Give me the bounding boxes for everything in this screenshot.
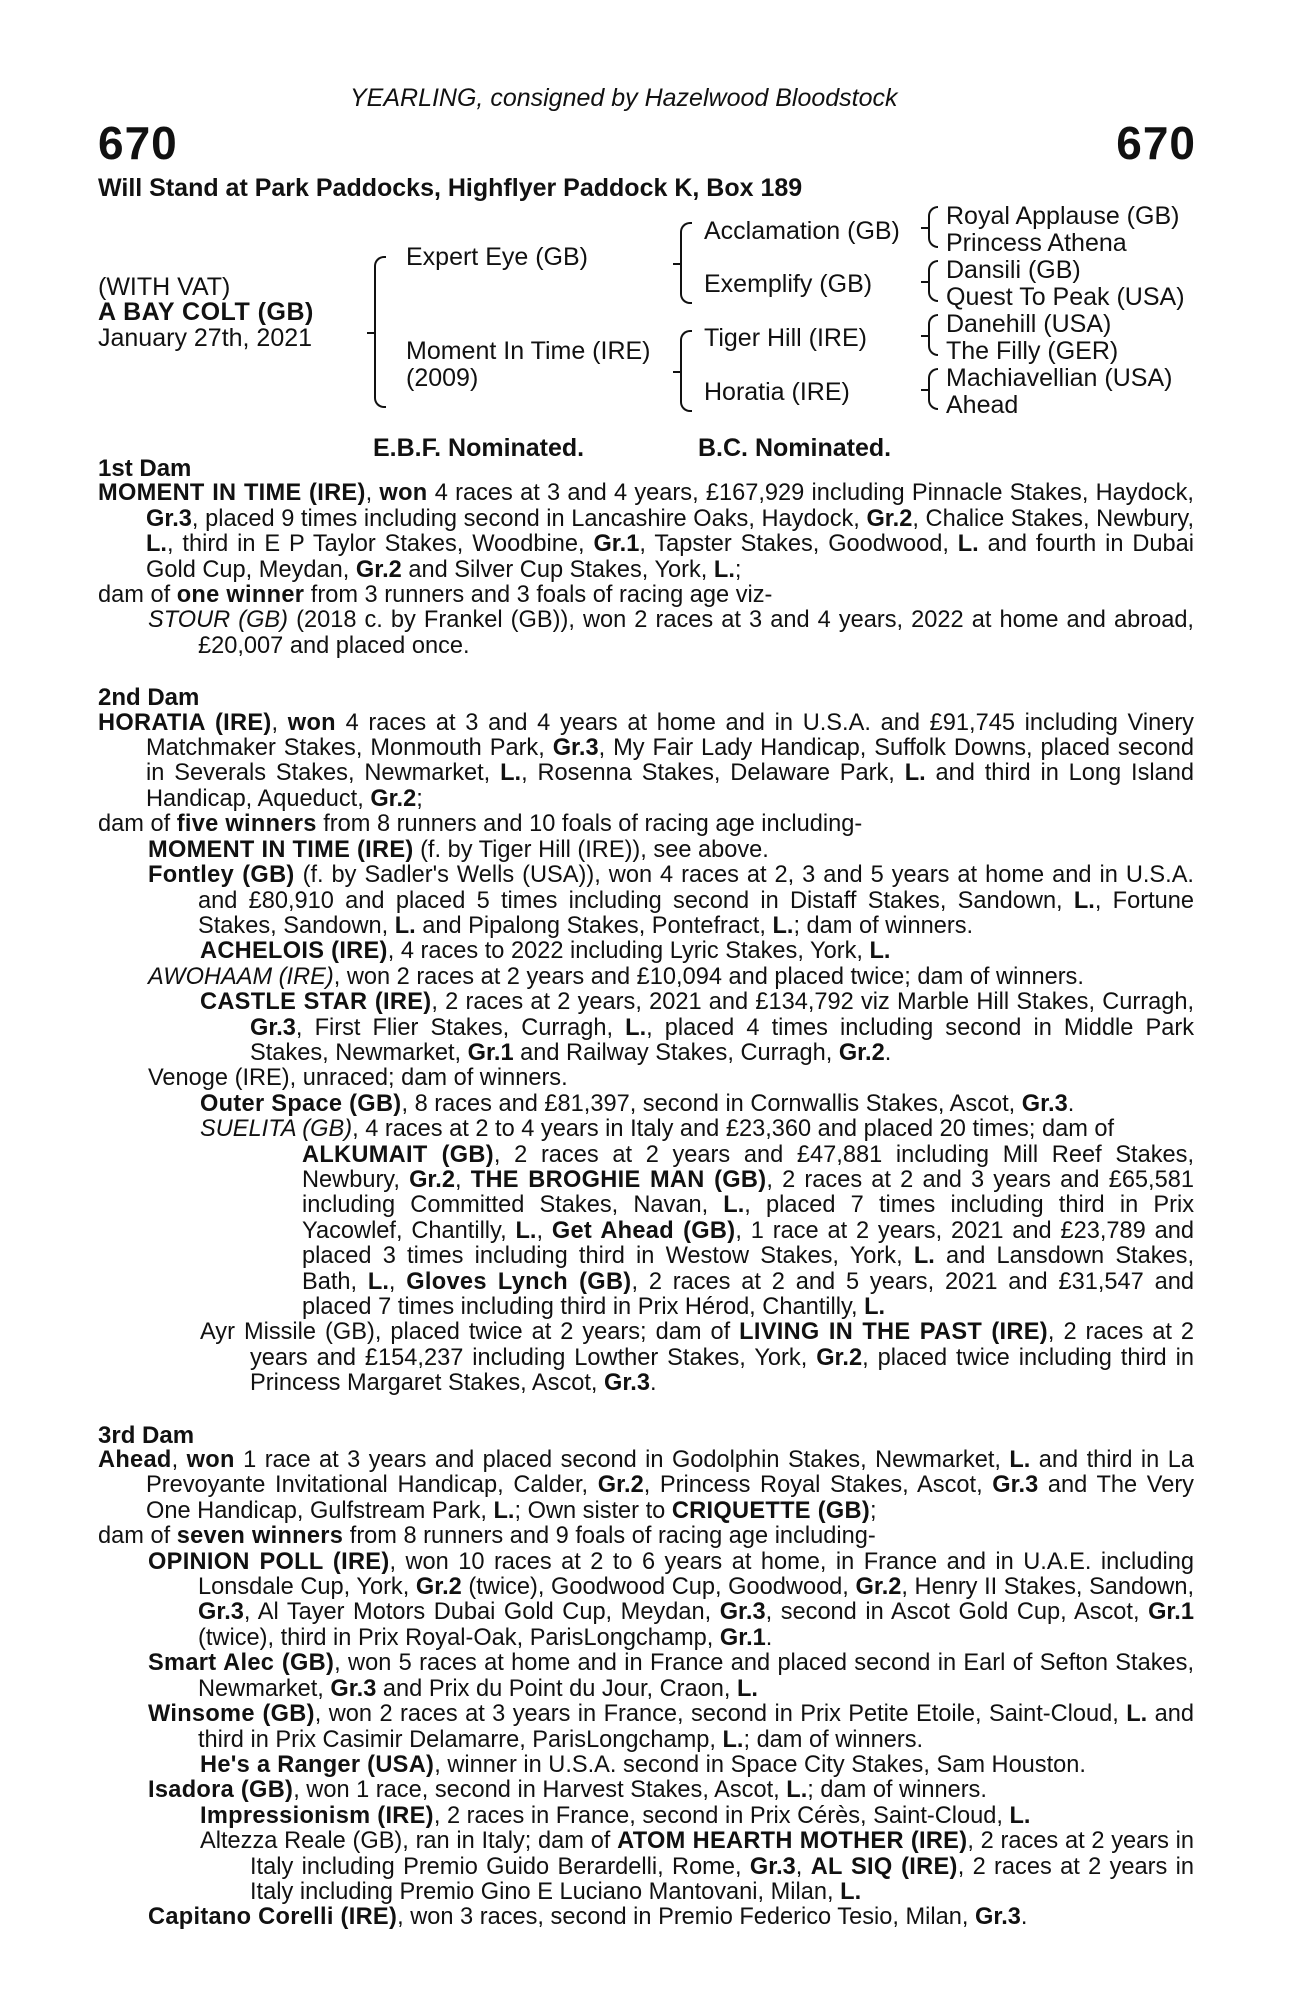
dam-sire: Tiger Hill (IRE)	[704, 324, 867, 352]
lot-number-right: 670	[1116, 117, 1196, 169]
bc-nominated: B.C. Nominated.	[698, 434, 892, 462]
second-dam-grandfoal: CASTLE STAR (IRE), 2 races at 2 years, 2021 and £134,792 viz Marble Hill Stakes, Curragh, Gr.3, First Flier Stakes, Curragh, L., placed 4 times including second in Middle Park Stakes, Newmarket, Gr.1 and Railway Stakes, Curragh, Gr.2.	[200, 989, 1195, 1066]
gg-1: Royal Applause (GB)	[946, 202, 1180, 230]
pedigree-brace-3c	[928, 314, 938, 356]
third-dam-grandfoal: Altezza Reale (GB), ran in Italy; dam of ATOM HEARTH MOTHER (IRE), 2 races at 2 years in Italy including Premio Guido Berardelli, Rome, Gr.3, AL SIQ (IRE), 2 races at 2 years in Italy including Premio Gino E Luciano Mantovani, Milan, L.	[200, 1828, 1194, 1905]
gg-5: Danehill (USA)	[946, 310, 1112, 338]
horse-dob: January 27th, 2021	[98, 324, 313, 352]
pedigree-brace-3a	[928, 206, 938, 248]
sire: Expert Eye (GB)	[406, 243, 588, 271]
horse-name: A BAY COLT (GB)	[98, 298, 314, 326]
third-dam-grandfoal: He's a Ranger (USA), winner in U.S.A. second in Space City Stakes, Sam Houston.	[200, 1751, 1086, 1778]
gg-7: Machiavellian (USA)	[946, 364, 1173, 392]
second-dam-grandfoal: SUELITA (GB), 4 races at 2 to 4 years in Italy and £23,360 and placed 20 times; dam of	[200, 1116, 1115, 1143]
second-dam-grandfoal: Outer Space (GB), 8 races and £81,397, second in Cornwallis Stakes, Ascot, Gr.3.	[200, 1090, 1075, 1117]
second-dam-foal: Fontley (GB) (f. by Sadler's Wells (USA)), won 4 races at 2, 3 and 5 years at home and in U.S.A. and £80,910 and placed 5 times including second in Distaff Stakes, Sandown, L., Fortune Stakes, Sandown, L. and Pipalong Stakes, Pontefract, L.; dam of winners.	[148, 862, 1194, 939]
dam: Moment In Time (IRE)	[406, 337, 651, 365]
third-dam-grandfoal: Impressionism (IRE), 2 races in France, second in Prix Cérès, Saint-Cloud, L.	[200, 1802, 1031, 1829]
third-dam-foal: Smart Alec (GB), won 5 races at home and in France and placed second in Earl of Sefton Stakes, Newmarket, Gr.3 and Prix du Point du Jour, Craon, L.	[148, 1650, 1194, 1702]
first-dam-heading: 1st Dam	[98, 455, 192, 482]
pedigree-brace-3b	[928, 260, 938, 302]
catalogue-body	[98, 456, 1194, 1931]
pedigree-brace-2a	[680, 222, 692, 304]
first-dam-produce: dam of one winner from 3 runners and 3 foals of racing age viz-	[98, 582, 773, 609]
third-dam-foal: OPINION POLL (IRE), won 10 races at 2 to 6 years at home, in France and in U.A.E. including Lonsdale Cup, York, Gr.2 (twice), Goodwood Cup, Goodwood, Gr.2, Henry II Stakes, Sandown, Gr.3, Al Tayer Motors Dubai Gold Cup, Meydan, Gr.3, second in Ascot Gold Cup, Ascot, Gr.1 (twice), third in Prix Royal-Oak, ParisLongchamp, Gr.1.	[148, 1548, 1195, 1651]
pedigree-brace-2b	[680, 330, 692, 412]
second-dam-heading: 2nd Dam	[98, 684, 200, 712]
consignor-line: YEARLING, consigned by Hazelwood Bloodstock	[350, 84, 898, 112]
ebf-nominated: E.B.F. Nominated.	[373, 434, 585, 462]
gg-8: Ahead	[946, 391, 1019, 419]
third-dam-foal: Capitano Corelli (IRE), won 3 races, second in Premio Federico Tesio, Milan, Gr.3.	[148, 1904, 1028, 1931]
pedigree-brace-1	[374, 256, 386, 408]
stabling-location: Will Stand at Park Paddocks, Highflyer Paddock K, Box 189	[98, 174, 803, 202]
third-dam-produce: dam of seven winners from 8 runners and 9 foals of racing age including-	[98, 1523, 876, 1550]
sire-sire: Acclamation (GB)	[704, 217, 900, 245]
dam-dam: Horatia (IRE)	[704, 378, 850, 406]
gg-2: Princess Athena	[946, 229, 1127, 257]
second-dam-foal: Venoge (IRE), unraced; dam of winners.	[148, 1065, 568, 1092]
second-dam-foal: MOMENT IN TIME (IRE) (f. by Tiger Hill (IRE)), see above.	[148, 836, 769, 863]
gg-4: Quest To Peak (USA)	[946, 283, 1185, 311]
first-dam-entry: MOMENT IN TIME (IRE), won 4 races at 3 and 4 years, £167,929 including Pinnacle Stakes, Haydock, Gr.3, placed 9 times including second in Lancashire Oaks, Haydock, Gr.2, Chalice Stakes, Newbury, L., third in E P Taylor Stakes, Woodbine, Gr.1, Tapster Stakes, Goodwood, L. and fourth in Dubai Gold Cup, Meydan, Gr.2 and Silver Cup Stakes, York, L.;	[98, 480, 1194, 583]
lot-number-left: 670	[98, 117, 178, 169]
gg-6: The Filly (GER)	[946, 337, 1119, 365]
second-dam-great-grandfoal: ALKUMAIT (GB), 2 races at 2 years and £47,881 including Mill Reef Stakes, Newbury, Gr.2, THE BROGHIE MAN (GB), 2 races at 2 and 3 years and £65,581 including Committed Stakes, Navan, L., placed 7 times including third in Prix Yacowlef, Chantilly, L., Get Ahead (GB), 1 race at 2 years, 2021 and £23,789 and placed 3 times including third in Westow Stakes, York, L. and Lansdown Stakes, Bath, L., Gloves Lynch (GB), 2 races at 2 and 5 years, 2021 and £31,547 and placed 7 times including third in Prix Hérod, Chantilly, L.	[302, 1141, 1195, 1320]
pedigree-brace-3d	[928, 368, 938, 410]
third-dam-foal: Winsome (GB), won 2 races at 3 years in France, second in Prix Petite Etoile, Saint-Cloud, L. and third in Prix Casimir Delamarre, ParisLongchamp, L.; dam of winners.	[148, 1701, 1194, 1753]
third-dam-entry: Ahead, won 1 race at 3 years and placed second in Godolphin Stakes, Newmarket, L. and third in La Prevoyante Invitational Handicap, Calder, Gr.2, Princess Royal Stakes, Ascot, Gr.3 and The Very One Handicap, Gulfstream Park, L.; Own sister to CRIQUETTE (GB);	[98, 1447, 1194, 1524]
second-dam-grandfoal: ACHELOIS (IRE), 4 races to 2022 including Lyric Stakes, York, L.	[200, 938, 891, 965]
second-dam-produce: dam of five winners from 8 runners and 10 foals of racing age including-	[98, 811, 863, 838]
sire-dam: Exemplify (GB)	[704, 270, 873, 298]
gg-3: Dansili (GB)	[946, 256, 1081, 284]
first-dam-foal: STOUR (GB) (2018 c. by Frankel (GB)), won 2 races at 3 and 4 years, 2022 at home and abroad, £20,007 and placed once.	[148, 607, 1194, 659]
second-dam-entry: HORATIA (IRE), won 4 races at 3 and 4 years at home and in U.S.A. and £91,745 including Vinery Matchmaker Stakes, Monmouth Park, Gr.3, My Fair Lady Handicap, Suffolk Downs, placed second in Severals Stakes, Newmarket, L., Rosenna Stakes, Delaware Park, L. and third in Long Island Handicap, Aqueduct, Gr.2;	[98, 709, 1194, 812]
second-dam-foal: AWOHAAM (IRE), won 2 races at 2 years and £10,094 and placed twice; dam of winners.	[148, 963, 1084, 990]
third-dam-foal: Isadora (GB), won 1 race, second in Harvest Stakes, Ascot, L.; dam of winners.	[148, 1777, 987, 1804]
second-dam-grandfoal: Ayr Missile (GB), placed twice at 2 years; dam of LIVING IN THE PAST (IRE), 2 races at 2 years and £154,237 including Lowther Stakes, York, Gr.2, placed twice including third in Princess Margaret Stakes, Ascot, Gr.3.	[200, 1319, 1194, 1397]
dam-foaled-year: (2009)	[406, 364, 479, 392]
third-dam-heading: 3rd Dam	[98, 1421, 195, 1449]
vat-note: (WITH VAT)	[98, 273, 231, 301]
